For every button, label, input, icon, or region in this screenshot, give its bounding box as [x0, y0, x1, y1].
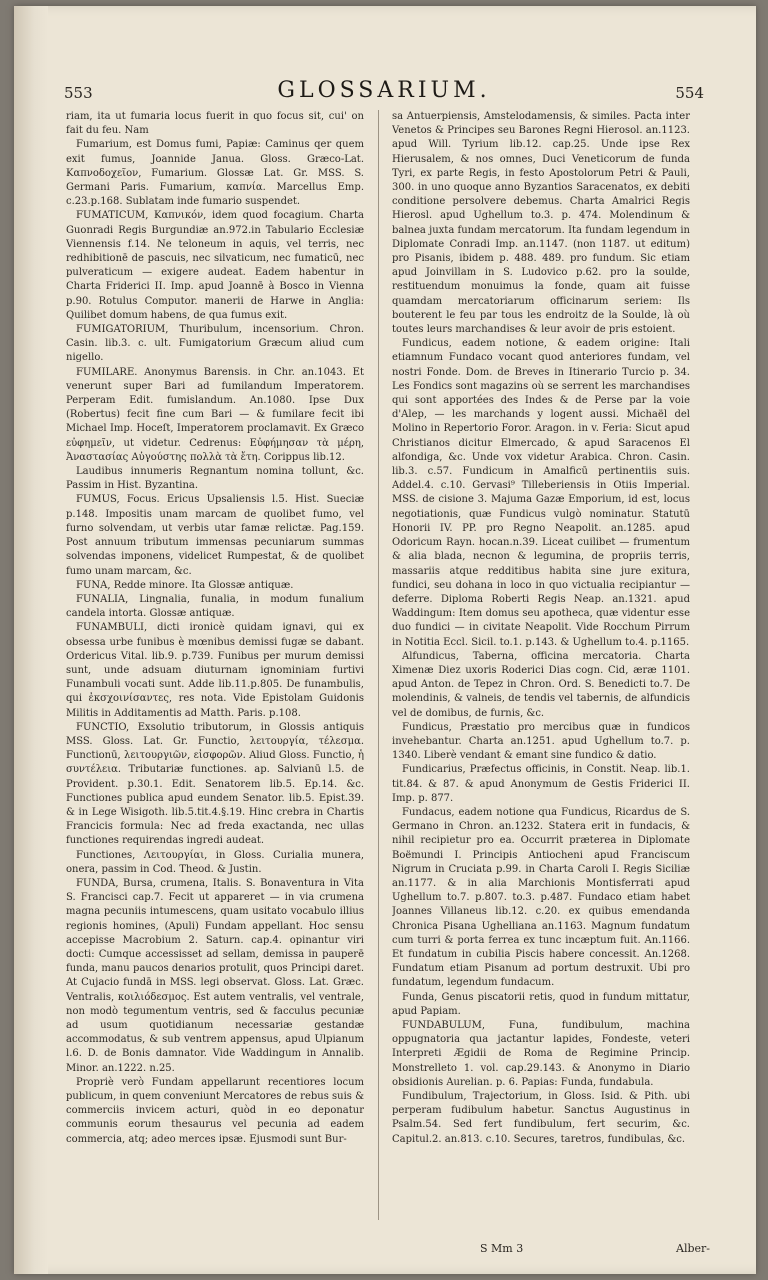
entry: FUMUS, Focus. Ericus Upsaliensis l.5. Hist. Sueciæ p.148. Impositis unam marcam de quolibet fumo, vel furno solvendam, ut verbis utar famæ relictæ. Pag.159. Post annuum tributum immensas pecuniarum summas solvendas imponens, videlicet Rumpestat, & de quolibet fumo unam marcam, &c. [66, 494, 364, 577]
entry: Fundicus, eadem notione, & eadem origine: Itali etiamnum Fundaco vocant quod anteriores fundam, vel nostri Fonde. Dom. de Breves in Itinerario Turcio p. 34. Les Fondics sont magazins où se serrent les marchandises qui sont apportées des Indes & de Perse par la voie d'Alep, — les marchands y logent aussi. Michaël del Molino in Repertorio Foror. Aragon. in v. Feria: Sicut apud Christianos dicitur Elmercado, & apud Saracenos El alfondiga, &c. Unde vox videtur Arabica. Chron. Casin. lib.3. c.57. Fundicum in Amalficū pertinentiis suis. Addel.4. c.10. Gervasi⁹ Tilleberiensis in Otiis Imperial. MSS. de cisione 3. Majuma Gazæ Emporium, id est, locus negotiationis, quæ Fundicus vulgò nominatur. Statutū Honorii IV. PP. pro Regno Neapolit. an.1285. apud Odoricum Rayn. hocan.n.39. Liceat cuilibet — frumentum & alia blada, necnon & legumina, de propriis terris, massariis atque redditibus habita sine jure exitura, fundici, seu dohana in loco in quo victualia recipiantur — deferre. Diploma Roberti Regis Neap. an.1321. apud Waddingum: Item domus seu apotheca, quæ videntur esse duo fundici — in civitate Neapolit. Vide Rocchum Pirrum in Notitia Eccl. Sicil. to.1. p.143. & Ughellum to.4. p.1165. [392, 338, 690, 648]
entry: FUMILARE. Anonymus Barensis. in Chr. an.1043. Et venerunt super Bari ad fumilandum Imperatorem. Perperam Edit. fumislandum. An.1080. Ipse Dux (Robertus) fecit fine cum Bari — & fumilare fecit ibi Michael Imp. Hoceſt, Imperatorem proclamavit. Ex Græco εὐφημεῖν, ut videtur. Cedrenus: Εὐφήμησαν τὰ μέρη, Ἀναστασίας Αὐγούστης πολλὰ τὰ ἔτη. Corippus lib.12. [66, 366, 364, 463]
column-divider [378, 110, 379, 1220]
book-page [14, 6, 756, 1274]
entry: Alfundicus, Taberna, officina mercatoria. Charta Ximenæ Diez uxoris Roderici Dias cogn. Cid, æræ 1101. apud Anton. de Tepez in Chron. Ord. S. Benedicti to.7. De molendinis, & valneis, de tendis vel tabernis, de alfundicis vel de domibus, de furnis, &c. [392, 650, 690, 719]
entry: sa Antuerpiensis, Amstelodamensis, & similes. Pacta inter Venetos & Principes seu Barones Regni Hierosol. an.1123. apud Will. Tyrium lib.12. cap.25. Unde ipse Rex Hierusalem, & nos omnes, Duci Veneticorum de funda Tyri, ex parte Regis, in festo Apostolorum Petri & Pauli, 300. in uno quoque anno Byzantios Saracenatos, ex debiti conditione persolvere debemus. Charta Amalrici Regis Hierosl. apud Ughellum to.3. p. 474. Molendinum & balnea juxta fundam mercatorum. Ita fundam legendum in Diplomate Conradi Imp. an.1147. (non 1187. ut editum) pro Pisanis, ibidem p. 488. 489. pro fundum. Sic etiam apud Joinvillam in S. Ludovico p.62. pro la soulde, restituendum monuimus la fonde, quam ait fuisse quamdam mercatoriarum officinarum seriem: Ils bouterent le feu par tous les endroitz de la Soulde, là où toutes leurs marchandises & leur avoir de pris estoient. [392, 111, 690, 336]
entry: FUMATICUM, Καπνικόν, idem quod focagium. Charta Guonradi Regis Burgundiæ an.972.in Tabulario Ecclesiæ Viennensis f.14. Ne teloneum in aquis, vel terris, nec redhibitionē de pascuis, nec silvaticum, nec fumaticū, nec pulveraticum — exigere audeat. Eadem habentur in Charta Friderici II. Imp. apud Joannē à Bosco in Vienna p.90. Rotulus Computor. manerii de Harwe in Anglia: Quilibet domum habens, de qua fumus exit. [66, 210, 364, 321]
page-number-left: 553 [64, 84, 93, 102]
entry: Propriè verò Fundam appellarunt recentiores locum publicum, in quem conveniunt Mercatores de rebus suis & commerciis invicem acturi, quòd in eo deponatur communis eorum thesaurus vel pecunia ad eadem commercia, atq; adeo merces ipsæ. Ejusmodi sunt Bur- [66, 1076, 364, 1145]
entry: Fumarium, est Domus fumi, Papiæ: Caminus qer quem exit fumus, Joannide Janua. Gloss. Græco-Lat. Καπνοδοχεῖον, Fumarium. Glossæ Lat. Gr. MSS. S. Germani Paris. Fumarium, καπνία. Marcellus Emp. c.23.p.168. Sublatam inde fumario suspendet. [66, 139, 364, 208]
entry: Fundacus, eadem notione qua Fundicus, Ricardus de S. Germano in Chron. an.1232. Statera erit in fundacis, & nihil recipietur pro ea. Occurrit præterea in Diplomate Boëmundi I. Principis Antiocheni apud Franciscum Nigrum in Cruciata p.99. in Charta Caroli I. Regis Siciliæ an.1177. & in alia Marchionis Montisferrati apud Ughellum to.7. p.807. to.3. p.487. Fundaco etiam habet Joannes Villaneus lib.12. c.20. ex quibus emendanda Chronica Pisana Ughelliana an.1163. Magnum fundatum cum turri & porta ferrea ex tunc incæptum fuit. An.1166. Et fundatum in cubilia Piscis habere concessit. An.1268. Fundatum etiam Pisanum ad portum destruxit. Ubi pro fundatum, legendum fundacum. [392, 806, 690, 989]
entry: Fundicus, Præstatio pro mercibus quæ in fundicos invehebantur. Charta an.1251. apud Ughellum to.7. p. 1340. Liberè vendant & emant sine fundico & datio. [392, 721, 690, 762]
entry: FUNDABULUM, Funa, fundibulum, machina oppugnatoria qua jactantur lapides, Fondeste, veteri Interpreti Ægidii de Roma de Regimine Princip. Monstrelleto 1. vol. cap.29.143. & Anonymo in Diario obsidionis Aurelian. p. 6. Papias: Funda, fundabula. [392, 1020, 690, 1088]
signature-mark: S Mm 3 [480, 1242, 524, 1255]
running-title: GLOSSARIUM. [277, 78, 491, 103]
right-column [392, 110, 690, 1225]
page-number-right: 554 [675, 84, 704, 102]
entry: FUNAMBULI, dicti ironicè quidam ignavi, qui ex obsessa urbe funibus è mœnibus demissi fugæ se dabant. Ordericus Vital. lib.9. p.739. Funibus per murum demissi sunt, unde adsuam diuturnam ignominiam furtivi Funambuli vocati sunt. Adde lib.11.p.805. De funambulis, qui ἐκσχοινίσαντες, res nota. Vide Epistolam Guidonis Militis in Additamentis ad Matth. Paris. p.108. [66, 622, 364, 719]
entry: FUNALIA, Lingnalia, funalia, in modum funalium candela intorta. Glossæ antiquæ. [66, 593, 364, 620]
page-header [64, 78, 704, 108]
page-footer [392, 1242, 710, 1258]
binding-gutter [14, 6, 48, 1274]
entry: FUMIGATORIUM, Thuribulum, incensorium. Chron. Casin. lib.3. c. ult. Fumigatorium Græcum aliud cum nigello. [66, 324, 364, 364]
entry: Functiones, Λειτουργίαι, in Gloss. Curialia munera, onera, passim in Cod. Theod. & Justin. [66, 849, 364, 875]
entry: Fundibulum, Trajectorium, in Gloss. Isid. & Pith. ubi perperam fudibulum habetur. Sanctus Augustinus in Psalm.54. Sed fert fundibulum, fert securim, &c. Capitul.2. an.813. c.10. Secures, taretros, fundibulas, &c. [392, 1091, 690, 1145]
entry: FUNCTIO, Exsolutio tributorum, in Glossis antiquis MSS. Gloss. Lat. Gr. Functio, λειτουργία, τέλεσμα. Functionū, λειτουργιῶν, εἰσφορῶν. Aliud Gloss. Functio, ἡ συντέλεια. Tributariæ functiones. ap. Salvianū l.5. de Provident. p.30.1. Edit. Senatorem lib.5. Ep.14. &c. Functiones publica apud eundem Senator. lib.5. Epist.39. & in Lege Wisigoth. lib.5.tit.4.§.19. Hinc crebra in Chartis Francicis formula: Nec ad freda exactanda, nec ullas functiones requirendas ingredi audeat. [66, 721, 364, 847]
left-column [66, 110, 364, 1225]
catchword: Alber- [676, 1242, 710, 1255]
entry: riam, ita ut fumaria locus fuerit in quo focus sit, cui' on fait du feu. Nam [66, 111, 364, 137]
entry: Fundicarius, Præfectus officinis, in Constit. Neap. lib.1. tit.84. & 87. & apud Anonymum de Gestis Friderici II. Imp. p. 877. [392, 764, 690, 804]
entry: FUNDA, Bursa, crumena, Italis. S. Bonaventura in Vita S. Francisci cap.7. Fecit ut appareret — in via crumena magna pecuniis intumescens, quam usitato vocabulo illius regionis homines, (Apuli) Fundam appellant. Hoc sensu accepisse Macrobium 2. Saturn. cap.4. opinantur viri docti: Cumque accessisset ad sellam, demissa in pauperē funda, manu paucos denarios protulit, quos Principi daret. At Cujacio fundā in MSS. legi observat. Gloss. Lat. Græc. Ventralis, κοιλιόδεσμος. Est autem ventralis, vel ventrale, non modò tegumentum ventris, sed & facculus pecuniæ ad usum quotidianum necessariæ gestandæ accommodatus, & sub ventrem appensus, apud Ulpianum l.6. D. de Bonis damnator. Vide Waddingum in Annalib. Minor. an.1222. n.25. [66, 877, 364, 1074]
entry: Funda, Genus piscatorii retis, quod in fundum mittatur, apud Papiam. [392, 991, 690, 1017]
entry: Laudibus innumeris Regnantum nomina tollunt, &c. Passim in Hist. Byzantina. [66, 466, 364, 492]
entry: FUNA, Redde minore. Ita Glossæ antiquæ. [76, 579, 294, 591]
